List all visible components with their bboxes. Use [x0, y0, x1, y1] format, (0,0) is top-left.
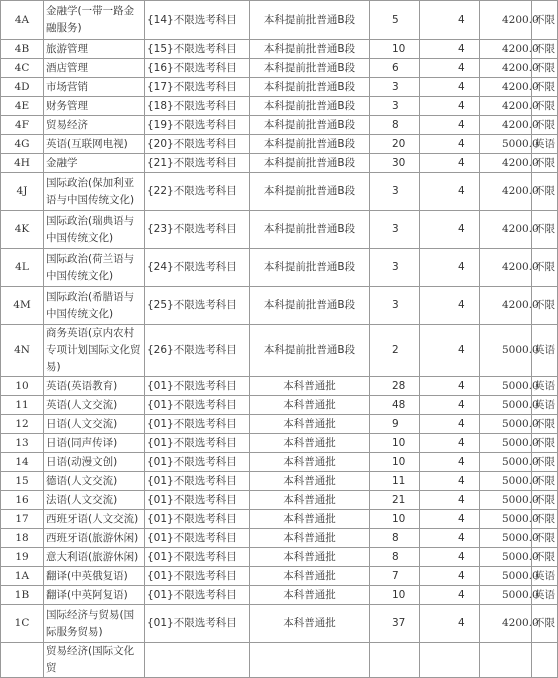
table-row — [1, 377, 558, 396]
language-requirement-cell: 不限 — [532, 40, 558, 59]
admission-batch-cell: 本科提前批普通B段 — [250, 211, 370, 249]
plan-count-cell: 3 — [370, 211, 420, 249]
duration-years-cell: 4 — [420, 173, 480, 211]
major-code-cell: 4J — [1, 173, 44, 211]
admission-batch-cell: 本科提前批普通B段 — [250, 287, 370, 325]
major-name-cell: 翻译(中英阿复语) — [44, 586, 145, 605]
subject-requirement-cell: {16}不限选考科目 — [145, 59, 250, 78]
plan-count-cell: 10 — [370, 434, 420, 453]
admission-batch-cell: 本科普通批 — [250, 529, 370, 548]
language-requirement-cell: 不限 — [532, 605, 558, 643]
major-name-cell: 德语(人文交流) — [44, 472, 145, 491]
admission-batch-cell: 本科普通批 — [250, 453, 370, 472]
duration-years-cell: 4 — [420, 434, 480, 453]
major-name-cell: 贸易经济(国际文化贸 — [44, 643, 145, 678]
major-name-cell: 日语(人文交流) — [44, 415, 145, 434]
tuition-fee-cell: 4200.0 — [480, 173, 532, 211]
plan-count-cell: 20 — [370, 135, 420, 154]
major-code-cell: 19 — [1, 548, 44, 567]
admission-batch-cell: 本科提前批普通B段 — [250, 135, 370, 154]
table-row — [1, 135, 558, 154]
language-requirement-cell: 英语 — [532, 377, 558, 396]
major-code-cell: 15 — [1, 472, 44, 491]
plan-count-cell: 21 — [370, 491, 420, 510]
tuition-fee-cell: 5000.0 — [480, 453, 532, 472]
admission-batch-cell: 本科提前批普通B段 — [250, 154, 370, 173]
language-requirement-cell: 不限 — [532, 211, 558, 249]
duration-years-cell: 4 — [420, 249, 480, 287]
tuition-fee-cell: 4200.0 — [480, 40, 532, 59]
subject-requirement-cell: {01}不限选考科目 — [145, 472, 250, 491]
subject-requirement-cell: {01}不限选考科目 — [145, 434, 250, 453]
language-requirement-cell: 不限 — [532, 548, 558, 567]
duration-years-cell: 4 — [420, 1, 480, 40]
admission-batch-cell: 本科普通批 — [250, 415, 370, 434]
admission-batch-cell: 本科提前批普通B段 — [250, 325, 370, 377]
language-requirement-cell: 不限 — [532, 472, 558, 491]
subject-requirement-cell: {23}不限选考科目 — [145, 211, 250, 249]
admission-batch-cell: 本科普通批 — [250, 377, 370, 396]
major-name-cell: 翻译(中英俄复语) — [44, 567, 145, 586]
plan-count-cell: 7 — [370, 567, 420, 586]
tuition-fee-cell: 5000.0 — [480, 548, 532, 567]
major-code-cell: 1B — [1, 586, 44, 605]
table-row — [1, 491, 558, 510]
major-code-cell: 4H — [1, 154, 44, 173]
language-requirement-cell: 不限 — [532, 415, 558, 434]
major-code-cell: 14 — [1, 453, 44, 472]
plan-count-cell: 37 — [370, 605, 420, 643]
duration-years-cell: 4 — [420, 135, 480, 154]
table-row — [1, 78, 558, 97]
admission-batch-cell: 本科提前批普通B段 — [250, 173, 370, 211]
admission-batch-cell: 本科普通批 — [250, 567, 370, 586]
table-row — [1, 586, 558, 605]
major-name-cell: 日语(同声传译) — [44, 434, 145, 453]
table-row — [1, 605, 558, 643]
tuition-fee-cell: 4200.0 — [480, 1, 532, 40]
major-name-cell: 商务英语(京内农村专项计划国际文化贸易) — [44, 325, 145, 377]
language-requirement-cell: 不限 — [532, 78, 558, 97]
admission-batch-cell: 本科提前批普通B段 — [250, 116, 370, 135]
subject-requirement-cell: {01}不限选考科目 — [145, 415, 250, 434]
table-row — [1, 643, 558, 678]
table-row — [1, 249, 558, 287]
duration-years-cell: 4 — [420, 567, 480, 586]
language-requirement-cell: 不限 — [532, 491, 558, 510]
duration-years-cell: 4 — [420, 396, 480, 415]
subject-requirement-cell: {01}不限选考科目 — [145, 377, 250, 396]
plan-count-cell: 5 — [370, 1, 420, 40]
major-code-cell: 4E — [1, 97, 44, 116]
table-row — [1, 173, 558, 211]
tuition-fee-cell: 5000.0 — [480, 325, 532, 377]
language-requirement-cell: 英语 — [532, 135, 558, 154]
duration-years-cell: 4 — [420, 325, 480, 377]
duration-years-cell: 4 — [420, 97, 480, 116]
admission-batch-cell: 本科普通批 — [250, 434, 370, 453]
tuition-fee-cell: 4200.0 — [480, 116, 532, 135]
duration-years-cell: 4 — [420, 211, 480, 249]
tuition-fee-cell: 4200.0 — [480, 211, 532, 249]
table-row — [1, 434, 558, 453]
table-row — [1, 1, 558, 40]
subject-requirement-cell: {17}不限选考科目 — [145, 78, 250, 97]
language-requirement-cell: 不限 — [532, 173, 558, 211]
major-code-cell: 1C — [1, 605, 44, 643]
tuition-fee-cell: 4200.0 — [480, 97, 532, 116]
table-body — [1, 1, 558, 678]
duration-years-cell: 4 — [420, 154, 480, 173]
major-code-cell: 4L — [1, 249, 44, 287]
duration-years-cell: 4 — [420, 605, 480, 643]
tuition-fee-cell: 5000.0 — [480, 491, 532, 510]
language-requirement-cell: 英语 — [532, 396, 558, 415]
language-requirement-cell: 英语 — [532, 586, 558, 605]
tuition-fee-cell: 5000.0 — [480, 586, 532, 605]
duration-years-cell: 4 — [420, 586, 480, 605]
major-name-cell: 国际政治(瑞典语与中国传统文化) — [44, 211, 145, 249]
major-code-cell: 10 — [1, 377, 44, 396]
plan-count-cell: 2 — [370, 325, 420, 377]
admission-batch-cell: 本科提前批普通B段 — [250, 1, 370, 40]
plan-count-cell: 30 — [370, 154, 420, 173]
duration-years-cell: 4 — [420, 472, 480, 491]
plan-count-cell: 10 — [370, 40, 420, 59]
table-row — [1, 472, 558, 491]
plan-count-cell: 28 — [370, 377, 420, 396]
language-requirement-cell: 不限 — [532, 453, 558, 472]
language-requirement-cell: 不限 — [532, 59, 558, 78]
plan-count-cell: 3 — [370, 97, 420, 116]
subject-requirement-cell: {18}不限选考科目 — [145, 97, 250, 116]
plan-count-cell: 3 — [370, 173, 420, 211]
duration-years-cell: 4 — [420, 377, 480, 396]
tuition-fee-cell: 5000.0 — [480, 472, 532, 491]
plan-count-cell: 9 — [370, 415, 420, 434]
admission-batch-cell: 本科普通批 — [250, 605, 370, 643]
major-name-cell: 英语(英语教育) — [44, 377, 145, 396]
tuition-fee-cell: 5000.0 — [480, 434, 532, 453]
major-name-cell: 国际政治(保加利亚语与中国传统文化) — [44, 173, 145, 211]
duration-years-cell: 4 — [420, 59, 480, 78]
language-requirement-cell: 英语 — [532, 325, 558, 377]
major-name-cell: 国际经济与贸易(国际服务贸易) — [44, 605, 145, 643]
major-name-cell: 意大利语(旅游休闲) — [44, 548, 145, 567]
subject-requirement-cell: {01}不限选考科目 — [145, 605, 250, 643]
admission-batch-cell: 本科提前批普通B段 — [250, 249, 370, 287]
major-code-cell: 4N — [1, 325, 44, 377]
major-name-cell: 日语(动漫文创) — [44, 453, 145, 472]
major-name-cell: 财务管理 — [44, 97, 145, 116]
plan-count-cell: 10 — [370, 453, 420, 472]
table-row — [1, 510, 558, 529]
language-requirement-cell: 不限 — [532, 529, 558, 548]
language-requirement-cell: 不限 — [532, 154, 558, 173]
plan-count-cell: 8 — [370, 116, 420, 135]
tuition-fee-cell: 5000.0 — [480, 567, 532, 586]
admission-batch-cell: 本科普通批 — [250, 548, 370, 567]
plan-count-cell: 48 — [370, 396, 420, 415]
major-code-cell: 4F — [1, 116, 44, 135]
tuition-fee-cell: 5000.0 — [480, 377, 532, 396]
plan-count-cell: 10 — [370, 510, 420, 529]
subject-requirement-cell: {01}不限选考科目 — [145, 567, 250, 586]
major-name-cell: 英语(互联网电视) — [44, 135, 145, 154]
subject-requirement-cell: {14}不限选考科目 — [145, 1, 250, 40]
duration-years-cell: 4 — [420, 453, 480, 472]
major-code-cell: 4C — [1, 59, 44, 78]
duration-years-cell: 4 — [420, 415, 480, 434]
major-name-cell: 市场营销 — [44, 78, 145, 97]
table-row — [1, 396, 558, 415]
major-code-cell: 12 — [1, 415, 44, 434]
subject-requirement-cell: {20}不限选考科目 — [145, 135, 250, 154]
subject-requirement-cell: {21}不限选考科目 — [145, 154, 250, 173]
admission-batch-cell — [250, 643, 370, 678]
tuition-fee-cell: 5000.0 — [480, 135, 532, 154]
duration-years-cell — [420, 643, 480, 678]
subject-requirement-cell: {01}不限选考科目 — [145, 396, 250, 415]
subject-requirement-cell: {15}不限选考科目 — [145, 40, 250, 59]
major-code-cell: 4G — [1, 135, 44, 154]
language-requirement-cell: 不限 — [532, 434, 558, 453]
major-code-cell: 1A — [1, 567, 44, 586]
admission-batch-cell: 本科提前批普通B段 — [250, 59, 370, 78]
major-code-cell: 13 — [1, 434, 44, 453]
admission-batch-cell: 本科普通批 — [250, 510, 370, 529]
subject-requirement-cell: {24}不限选考科目 — [145, 249, 250, 287]
duration-years-cell: 4 — [420, 40, 480, 59]
major-code-cell: 4K — [1, 211, 44, 249]
language-requirement-cell: 不限 — [532, 1, 558, 40]
tuition-fee-cell: 4200.0 — [480, 605, 532, 643]
language-requirement-cell: 不限 — [532, 287, 558, 325]
tuition-fee-cell: 5000.0 — [480, 396, 532, 415]
duration-years-cell: 4 — [420, 287, 480, 325]
duration-years-cell: 4 — [420, 529, 480, 548]
table-row — [1, 97, 558, 116]
tuition-fee-cell — [480, 643, 532, 678]
major-name-cell: 西班牙语(人文交流) — [44, 510, 145, 529]
major-name-cell: 国际政治(荷兰语与中国传统文化) — [44, 249, 145, 287]
subject-requirement-cell: {01}不限选考科目 — [145, 491, 250, 510]
major-name-cell: 国际政治(希腊语与中国传统文化) — [44, 287, 145, 325]
language-requirement-cell: 不限 — [532, 97, 558, 116]
tuition-fee-cell: 4200.0 — [480, 287, 532, 325]
major-name-cell: 金融学 — [44, 154, 145, 173]
language-requirement-cell: 不限 — [532, 510, 558, 529]
subject-requirement-cell — [145, 643, 250, 678]
duration-years-cell: 4 — [420, 510, 480, 529]
subject-requirement-cell: {01}不限选考科目 — [145, 529, 250, 548]
admission-batch-cell: 本科提前批普通B段 — [250, 78, 370, 97]
subject-requirement-cell: {01}不限选考科目 — [145, 548, 250, 567]
admission-batch-cell: 本科提前批普通B段 — [250, 97, 370, 116]
tuition-fee-cell: 4200.0 — [480, 78, 532, 97]
plan-count-cell — [370, 643, 420, 678]
subject-requirement-cell: {26}不限选考科目 — [145, 325, 250, 377]
plan-count-cell: 3 — [370, 287, 420, 325]
admission-batch-cell: 本科普通批 — [250, 586, 370, 605]
subject-requirement-cell: {19}不限选考科目 — [145, 116, 250, 135]
table-row — [1, 154, 558, 173]
major-name-cell: 金融学(一带一路金融服务) — [44, 1, 145, 40]
admission-batch-cell: 本科普通批 — [250, 396, 370, 415]
plan-count-cell: 3 — [370, 249, 420, 287]
major-code-cell: 16 — [1, 491, 44, 510]
table-row — [1, 287, 558, 325]
table-row — [1, 567, 558, 586]
plan-count-cell: 11 — [370, 472, 420, 491]
admission-batch-cell: 本科提前批普通B段 — [250, 40, 370, 59]
major-name-cell: 贸易经济 — [44, 116, 145, 135]
major-code-cell: 17 — [1, 510, 44, 529]
plan-count-cell: 3 — [370, 78, 420, 97]
language-requirement-cell: 英语 — [532, 567, 558, 586]
table-row — [1, 453, 558, 472]
tuition-fee-cell: 4200.0 — [480, 59, 532, 78]
table-row — [1, 211, 558, 249]
duration-years-cell: 4 — [420, 491, 480, 510]
tuition-fee-cell: 4200.0 — [480, 154, 532, 173]
major-name-cell: 英语(人文交流) — [44, 396, 145, 415]
admission-batch-cell: 本科普通批 — [250, 491, 370, 510]
duration-years-cell: 4 — [420, 548, 480, 567]
plan-count-cell: 10 — [370, 586, 420, 605]
major-code-cell: 4M — [1, 287, 44, 325]
subject-requirement-cell: {25}不限选考科目 — [145, 287, 250, 325]
major-code-cell: 4D — [1, 78, 44, 97]
duration-years-cell: 4 — [420, 78, 480, 97]
language-requirement-cell: 不限 — [532, 249, 558, 287]
tuition-fee-cell: 4200.0 — [480, 249, 532, 287]
major-name-cell: 酒店管理 — [44, 59, 145, 78]
tuition-fee-cell: 5000.0 — [480, 415, 532, 434]
major-code-cell: 18 — [1, 529, 44, 548]
table-row — [1, 529, 558, 548]
table-row — [1, 116, 558, 135]
table-row — [1, 59, 558, 78]
major-code-cell: 4B — [1, 40, 44, 59]
table-row — [1, 40, 558, 59]
subject-requirement-cell: {22}不限选考科目 — [145, 173, 250, 211]
subject-requirement-cell: {01}不限选考科目 — [145, 453, 250, 472]
major-code-cell — [1, 643, 44, 678]
major-name-cell: 西班牙语(旅游休闲) — [44, 529, 145, 548]
tuition-fee-cell: 5000.0 — [480, 529, 532, 548]
major-code-cell: 4A — [1, 1, 44, 40]
table-row — [1, 325, 558, 377]
major-code-cell: 11 — [1, 396, 44, 415]
tuition-fee-cell: 5000.0 — [480, 510, 532, 529]
subject-requirement-cell: {01}不限选考科目 — [145, 510, 250, 529]
table-row — [1, 548, 558, 567]
language-requirement-cell: 不限 — [532, 116, 558, 135]
plan-count-cell: 8 — [370, 548, 420, 567]
table-row — [1, 415, 558, 434]
major-name-cell: 旅游管理 — [44, 40, 145, 59]
duration-years-cell: 4 — [420, 116, 480, 135]
plan-count-cell: 6 — [370, 59, 420, 78]
admission-batch-cell: 本科普通批 — [250, 472, 370, 491]
subject-requirement-cell: {01}不限选考科目 — [145, 586, 250, 605]
language-requirement-cell — [532, 643, 558, 678]
plan-count-cell: 8 — [370, 529, 420, 548]
major-name-cell: 法语(人文交流) — [44, 491, 145, 510]
